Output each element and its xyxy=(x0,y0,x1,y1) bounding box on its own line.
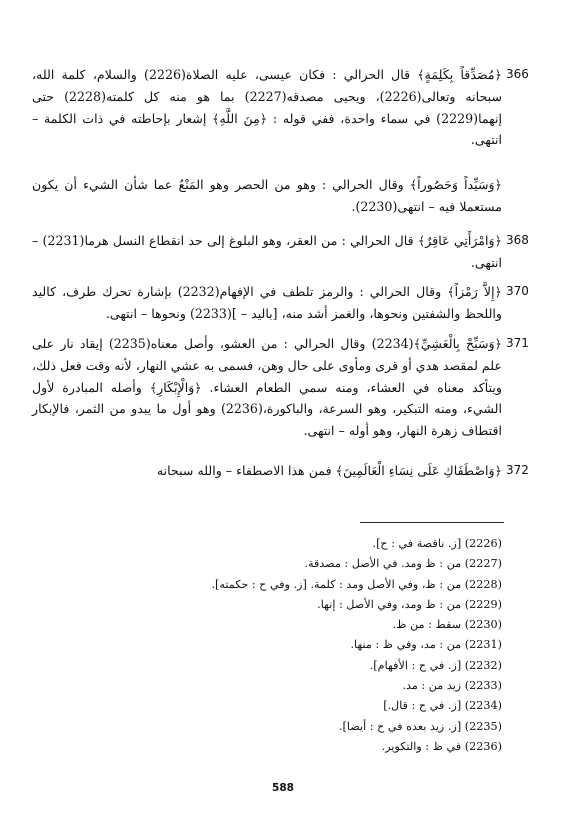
entry-372 xyxy=(32,460,502,482)
verse-number: 372 xyxy=(506,463,529,477)
footnote: (2230) سقط : من ظ. xyxy=(392,618,502,632)
entry-366 xyxy=(32,64,502,151)
footnote: (2233) زيد من : مد. xyxy=(402,679,502,693)
footnote: (2231) من : مد، وفي ظ : منها. xyxy=(350,638,502,652)
verse-number: 368 xyxy=(506,233,529,247)
entry-368 xyxy=(32,230,502,274)
footnote: (2236) في ظ : والتكوير. xyxy=(381,739,502,753)
footnote: (2228) من : ظ، وفي الأصل ومد : كلمة. [ز. وفي ح : حكمته]. xyxy=(211,577,502,591)
entry-text: ﴿مُصَدِّقاً بِكَلِمَةٍ﴾ قال الحرالي : فكان عيسى، عليه الصلاة(2226) والسلام، كلمة الله، سبحانه وتعالى(2226)، ويحيى مصدقه(2227) بما هو منه كل كلمته(2228) حتى إنهما(2229) في سماء واحدة، ففي قوله : ﴿مِنَ اللَّهِ﴾ إشعار بإحاطته في ذات الكلمة – انتهى. xyxy=(32,67,503,148)
page-number: 588 xyxy=(272,782,294,794)
footnote-divider xyxy=(360,522,504,523)
entry-367 xyxy=(32,174,502,218)
entry-text: ﴿وَاصْطَفَاكِ عَلَى نِسَاءِ الْعَالَمِينَ﴾ فمن هذا الاصطفاء – والله سبحانه xyxy=(156,463,502,478)
footnote: (2227) من : ظ ومد. في الأصل : مصدقة. xyxy=(304,557,502,571)
entry-370 xyxy=(32,281,502,325)
footnote: (2229) من : ظ ومد، وفي الأصل : إنها. xyxy=(317,597,502,611)
footnote: (2232) [ز. في ح : الأفهام]. xyxy=(369,658,502,672)
verse-number: 370 xyxy=(506,284,529,298)
entry-text: ﴿وَسَبِّحْ بِالْعَشِيِّ﴾(2234) وقال الحرالي : من العشو، وأصل معناه(2235) إيقاد نار على علم لمقصد هدي أو قرى ومأوى على حال وهن، فسمى به عشي النهار، لأنه وقت فعل ذلك، ويتأكد معناه في العشاء، ومنه سمي الطعام العشاء. ﴿وَالْإِبْكَارِ﴾ وأصله المبادرة لأول الشيء، ومنه التبكير، وهو السرعة، والباكورة،(2236) وهو أول ما يبدو من الثمر، فالإبكار اقتطاف زهرة النهار، وهو أوله – انتهى. xyxy=(32,336,502,439)
footnote: (2226) [ز. ناقصة في : ح]. xyxy=(372,537,502,550)
entry-371 xyxy=(32,333,502,442)
entry-text: ﴿وَامْرَأَتِي عَاقِرٌ﴾ قال الحرالي : من العقر، وهو البلوغ إلى حد انقطاع النسل هرما(2231) – انتهى. xyxy=(32,233,503,270)
footnote: (2234) [ز. في ح : قال.] xyxy=(383,699,502,713)
verse-number: 371 xyxy=(506,336,529,350)
verse-number: 366 xyxy=(506,67,529,81)
entry-text: ﴿وَسَيِّداً وَحَصُوراً﴾ وقال الحرالي : وهو من الحصر وهو المَنْعُ عما شأن الشيء أن يكون مستعملا فيه – انتهى(2230). xyxy=(32,177,502,214)
entry-text: ﴿إِلاَّ رَمْزاً﴾ وقال الحرالي : والرمز تلطف في الإفهام(2232) بإشارة تحرك طرف، كاليد واللحظ والشفتين ونحوها، والغمز أشد منه، [باليد – ](2233) ونحوها – انتهى. xyxy=(32,284,502,321)
footnote: (2235) [ز. زيد بعده في ح : أيضا]. xyxy=(339,719,502,733)
footnotes xyxy=(50,534,502,757)
